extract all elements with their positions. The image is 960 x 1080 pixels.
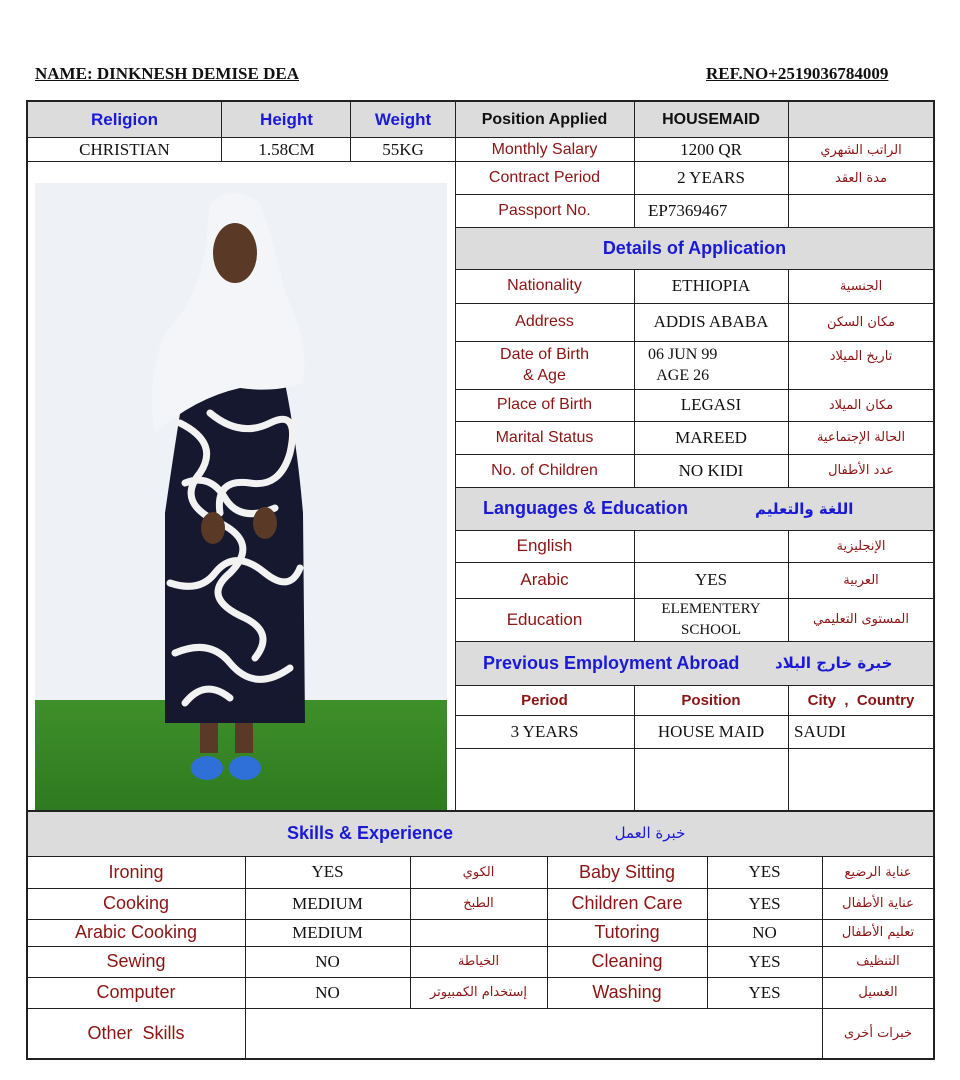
skills-title: Skills & Experience [286,822,454,843]
religion-value: CHRISTIAN [79,140,170,159]
passport-ar [788,194,934,227]
skill-childcare-label: Children Care [571,893,683,913]
skill-cleaning-value: YES [748,951,781,971]
line [26,888,935,889]
skill-sewing-value: NO [315,951,340,971]
arabic-ar: العربية [843,572,879,588]
skill-sewing-label: Sewing [106,951,166,971]
nationality-label: Nationality [507,277,582,294]
children-ar: عدد الأطفال [828,463,894,478]
line [26,977,935,978]
line [26,919,935,920]
nationality-value: ETHIOPIA [671,276,751,295]
skill-arabic-cooking-value: MEDIUM [292,922,363,942]
skill-arabic-cooking-ar [410,919,547,946]
line [547,856,548,1008]
religion-label: Religion [90,109,159,129]
other-skills-label: Other Skills [87,1023,185,1043]
address-ar: مكان السكن [826,314,896,330]
line [455,100,456,810]
skill-arabic-cooking-label: Arabic Cooking [74,922,198,942]
table-border-bottom [26,1058,935,1060]
line [26,856,935,857]
skill-computer-label: Computer [96,982,176,1002]
education-label: Education [506,609,583,629]
skill-tutoring-label: Tutoring [594,922,660,942]
table-border-right [933,100,935,1060]
skill-cooking-label: Cooking [102,893,170,913]
salary-label: Monthly Salary [491,141,598,158]
skill-computer-value: NO [315,982,340,1002]
line [455,389,935,390]
passport-value: EP7369467 [648,200,728,220]
skill-ironing-label: Ironing [108,861,164,882]
employment-period-value: 3 YEARS [510,721,579,741]
skill-childcare-value: YES [748,893,781,913]
salary-value: 1200 QR [680,140,742,159]
arabic-label: Arabic [520,570,569,589]
employment-city-value: SAUDI [794,721,846,741]
line [26,946,935,947]
address-value: ADDIS ABABA [653,312,769,331]
height-label: Height [260,109,313,129]
dob-ar: تاريخ الميلاد [829,348,893,364]
line [455,303,935,304]
skill-babysitting-ar: عناية الرضيع [844,864,912,880]
line [455,194,935,195]
skill-babysitting-value: YES [748,862,781,881]
line [455,227,935,228]
line [26,810,935,812]
candidate-photo [35,183,447,810]
skill-cooking-ar: الطبخ [463,896,494,911]
contract-label: Contract Period [488,169,601,186]
skill-childcare-ar: عناية الأطفال [842,896,914,911]
period-header: Period [521,691,568,709]
line [788,100,789,227]
dob-value: 06 JUN 99 AGE 26 [648,346,718,384]
nationality-ar: الجنسية [839,278,883,294]
person-figure [35,183,447,810]
line [221,100,222,162]
skill-computer-ar: إستخدام الكمبيوتر [429,985,528,1000]
line [455,685,935,686]
languages-title: Languages & Education [483,498,689,518]
table-border-top [26,100,935,102]
line [245,856,246,1059]
birthplace-label: Place of Birth [496,396,593,413]
skill-cooking-value: MEDIUM [292,893,363,913]
contract-value: 2 YEARS [677,168,745,187]
skill-sewing-ar: الخياطة [457,954,500,969]
line [788,530,789,641]
salary-ar: الراتب الشهري [820,142,902,158]
line [455,454,935,455]
line [455,598,935,599]
marital-label: Marital Status [495,428,594,446]
candidate-name: NAME: DINKNESH DEMISE DEA [35,64,299,83]
other-skills-value [245,1008,822,1059]
position-applied-value: HOUSEMAID [662,110,760,128]
line [455,421,935,422]
line [455,641,935,642]
line [822,856,823,1059]
line [634,100,635,227]
position-header: Position [681,691,741,709]
line [455,487,935,488]
line [634,530,635,641]
line [455,748,935,749]
skill-washing-label: Washing [592,982,662,1002]
line [26,161,935,162]
line [455,530,935,531]
skill-cleaning-ar: التنظيف [856,954,900,969]
skill-ironing-ar: الكوي [462,864,495,880]
skill-washing-value: YES [748,982,781,1002]
other-skills-ar: خبرات أخرى [843,1026,913,1041]
employment-title-ar: خبرة خارج البلاد [775,654,893,672]
employment-position-value: HOUSE MAID [657,721,765,741]
height-value: 1.58CM [258,140,315,159]
languages-title-ar: اللغة والتعليم [755,499,854,518]
skill-ironing-value: YES [311,862,344,881]
passport-label: Passport No. [498,201,591,219]
marital-value: MAREED [675,427,747,447]
line [350,100,351,162]
skill-babysitting-label: Baby Sitting [578,861,676,882]
skill-tutoring-value: NO [752,922,777,942]
line [26,1008,935,1009]
birthplace-ar: مكان الميلاد [828,397,894,413]
line [707,856,708,1008]
english-ar: الإنجليزية [836,538,886,554]
employment-title: Previous Employment Abroad [483,652,740,673]
skill-cleaning-label: Cleaning [591,951,663,971]
birthplace-value: LEGASI [680,395,742,414]
table-border-left [26,100,28,1060]
weight-value: 55KG [382,140,424,159]
line [455,715,935,716]
address-label: Address [515,313,574,330]
weight-label: Weight [374,109,432,129]
skill-washing-ar: الغسيل [858,985,898,1000]
position-applied-label: Position Applied [481,110,608,128]
education-ar: المستوى التعليمي [813,612,909,627]
details-title: Details of Application [602,237,787,258]
dob-label: Date of Birth & Age [500,346,589,384]
education-value: ELEMENTERY SCHOOL [661,600,761,638]
marital-ar: الحالة الإجتماعية [816,430,906,445]
children-label: No. of Children [491,461,598,479]
children-value: NO KIDI [678,460,744,480]
line [455,341,935,342]
english-value [634,530,788,562]
skills-title-ar: خبرة العمل [614,824,686,842]
line [455,269,935,270]
english-label: English [516,536,573,555]
line [26,137,935,138]
line [410,856,411,1008]
contract-ar: مدة العقد [835,170,887,186]
reference-number: REF.NO+2519036784009 [706,64,889,83]
skill-tutoring-ar: تعليم الأطفال [841,925,915,940]
line [455,562,935,563]
city-country-header: City , Country [807,691,915,709]
arabic-value: YES [694,570,728,589]
